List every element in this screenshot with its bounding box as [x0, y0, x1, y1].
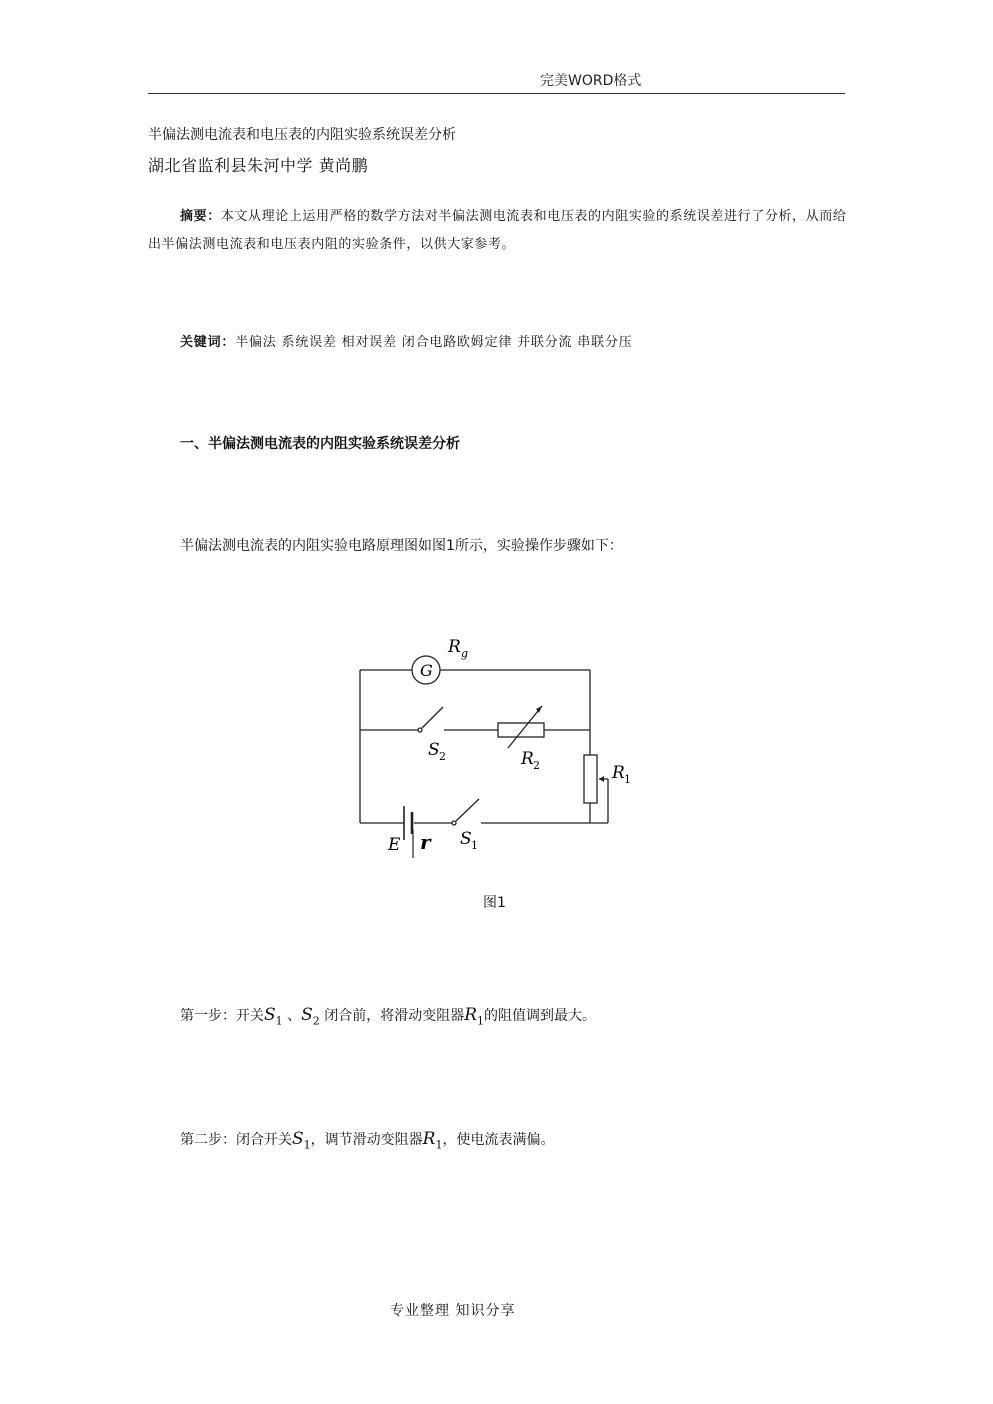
- r2-resistor: [498, 723, 544, 737]
- s2-symbol: $S_2$: [301, 1005, 320, 1028]
- r1-sub: 1: [624, 773, 631, 786]
- section-intro: 半偏法测电流表的内阻实验电路原理图如图1所示，实验操作步骤如下：: [180, 538, 623, 554]
- page-header: 完美WORD格式: [540, 73, 642, 89]
- r2-label: R: [521, 749, 534, 769]
- s2-contact: [418, 728, 422, 732]
- step-2: [180, 1129, 554, 1151]
- r1-symbol: $R_1$: [422, 1129, 443, 1152]
- r1-label: R: [612, 763, 625, 783]
- keywords: [180, 331, 632, 350]
- abstract: [148, 203, 848, 259]
- rg-sub: g: [461, 647, 469, 660]
- s1-sub: 1: [471, 839, 478, 852]
- internal-resistance-label: r: [420, 830, 431, 854]
- keywords-label: 关键词：: [180, 335, 236, 350]
- s2-sub: 2: [439, 750, 446, 763]
- step1-sep: 、: [287, 1008, 302, 1024]
- abstract-label: 摘要：: [180, 209, 221, 224]
- circuit-diagram: [340, 630, 660, 870]
- doc-title: 半偏法测电流表和电压表的内阻实验系统误差分析: [148, 127, 456, 143]
- page-footer: 专业整理 知识分享: [390, 1303, 516, 1319]
- r2-sub: 2: [533, 759, 540, 772]
- section-heading: 一、半偏法测电流表的内阻实验系统误差分析: [180, 436, 460, 452]
- step-1: [180, 1005, 596, 1027]
- rg-label: R: [448, 637, 461, 657]
- step2-mid: ，调节滑动变阻器: [310, 1132, 423, 1148]
- keywords-text: 半偏法 系统误差 相对误差 闭合电路欧姆定律 并联分流 串联分压: [235, 335, 633, 350]
- s1-symbol: $S_1$: [292, 1129, 311, 1152]
- s1-label: S: [460, 829, 472, 849]
- s1-symbol: $S_1$: [264, 1005, 283, 1028]
- step2-prefix: 第二步：闭合开关: [180, 1132, 292, 1148]
- step1-suffix: 的阻值调到最大。: [484, 1008, 597, 1024]
- header-rule: [148, 93, 845, 94]
- abstract-text: 本文从理论上运用严格的数学方法对半偏法测电流表和电压表的内阻实验的系统误差进行了分析，从而给出半偏法测电流表和电压表内阻的实验条件，以供大家参考。: [148, 209, 847, 252]
- figure-caption: 图1: [483, 895, 506, 911]
- step1-mid: 闭合前，将滑动变阻器: [324, 1008, 465, 1024]
- r1-resistor: [584, 755, 597, 803]
- step1-prefix: 第一步：开关: [180, 1008, 264, 1024]
- emf-label: E: [388, 835, 401, 855]
- galvanometer-label: G: [420, 661, 433, 680]
- step2-suffix: ，使电流表满偏。: [442, 1132, 555, 1148]
- doc-author: 湖北省监利县朱河中学 黄尚鹏: [148, 156, 369, 175]
- s2-label: S: [428, 740, 440, 760]
- r1-symbol: $R_1$: [464, 1005, 485, 1028]
- s1-contact: [452, 821, 456, 825]
